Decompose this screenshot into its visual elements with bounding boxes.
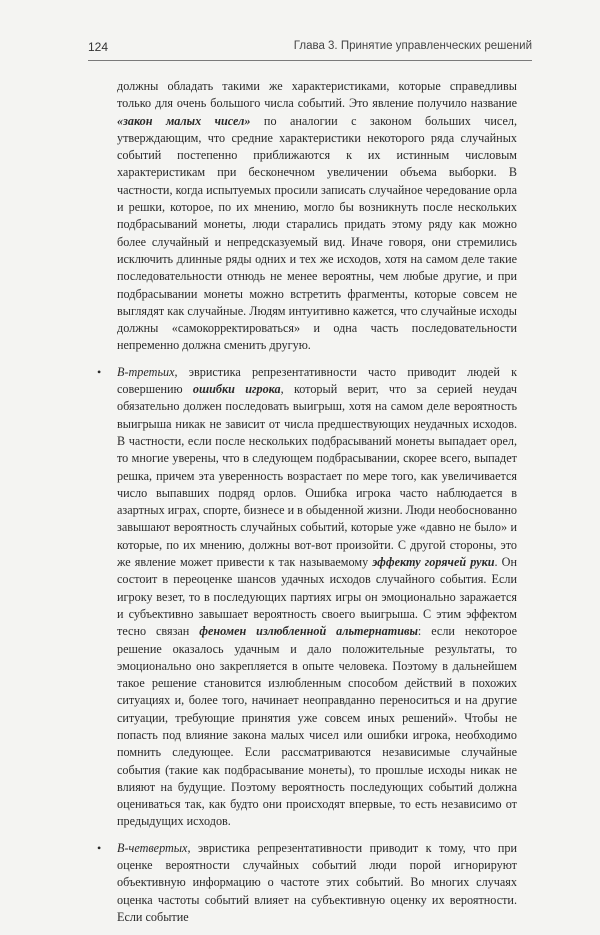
bullet-lead: В-четвертых, — [117, 840, 191, 855]
bullet-item-third: • В-третьих, эвристика репрезентативности часто приводит людей к совершению ошибки игрока, который верит, что за серией неудач обязательно должен последовать выигрыш, хотя на самом деле вероятность выигрыша никак не зависит от числа предшествующих неудачных исходов. В частности, если после нескольких подбрасываний монеты выпадает орел, то многие уверены, что в следующем подбрасывании, скорее всего, выпадет решка, причем эта уверенность возрастает по мере того, как увеличивается число выпавших подряд орлов. Ошибка игрока часто наблюдается в азартных играх, спорте, бизнесе и в обыденной жизни. Люди необоснованно завышают вероятность случайных событий, которые уже «давно не было» и которые, по их мнению, должны вот-вот произойти. С другой стороны, это же явление может привести к так называемому эффекту горячей руки. Он состоит в переоценке шансов удачных исходов случайного события. Если игроку везет, то в последующих партиях игры он эмоционально заражается и субъективно завышает вероятность своего выигрыша. С этим эффектом тесно связан феномен излюбленной альтернативы: если некоторое решение оказалось удачным и дало положительные результаты, то эмоционально оно закрепляется в опыте человека. Поэтому в дальнейшем такое решение становится излюбленным способом действий в похожих ситуациях и, более того, начинает неоправданно переноситься и на другие ситуации, требующие принятия уже совсем иных решений». Чтобы не попасть под влияние закона малых чисел или ошибки игрока, необходимо помнить следующее. Если рассматриваются независимые случайные события (такие как подбрасывание монеты), то прошлые исходы никак не влияют на будущие. Поэтому вероятность последующих событий должна оцениваться так, как будто они происходят впервые, то есть независимо от предыдущих исходов. — [97, 364, 518, 829]
bullet-icon: • — [97, 364, 102, 379]
term-favorite-alternative: феномен излюбленной альтернативы — [199, 624, 418, 639]
bullet-lead: В-третьих, — [117, 364, 178, 379]
bullet-item-fourth: • В-четвертых, эвристика репрезентативности приводит к тому, что при оценке вероятности случайных событий люди порой игнорируют объективную информацию о частоте этих событий. Во многих случаях оценка частоты событий влияет на субъективную оценку их вероятности. Если событие — [97, 840, 517, 924]
chapter-title: Глава 3. Принятие управленческих решений — [293, 40, 532, 52]
body-text — [97, 78, 518, 935]
term-hot-hand: эффекту горячей руки — [372, 555, 495, 570]
paragraph-continuation: должны обладать такими же характеристиками, которые справедливы только для очень большого числа событий. Это явление получило название «закон малых чисел» по аналогии с законом больших чисел, утверждающим, что средние характеристики некоторого ряда случайных событий постепенно приближаются к их истинным числовым характеристикам при бесконечном увеличении объема выборки. В частности, когда испытуемых просили записать случайное чередование орла и решки, которое, по их мнению, могло бы возникнуть после нескольких подбрасываний монеты, люди старались придать этому ряду как можно более случайный и непредсказуемый вид. Иначе говоря, они стремились исключить длинные ряды одних и тех же исходов, хотя на самом деле такие последовательности отнюдь не менее вероятны, чем любые другие, и при подбрасывании монеты можно встретить фрагменты, которые совсем не выглядят как случайные. Людям интуитивно кажется, что случайные исходы должны «самокорректироваться» и одна часть последовательности непременно должна сменить другую. — [117, 79, 517, 353]
term-law-of-small-numbers: «закон малых чисел» — [117, 113, 251, 128]
bullet-icon: • — [97, 840, 102, 855]
page-number: 124 — [88, 40, 109, 54]
page-header — [88, 40, 532, 61]
term-gamblers-fallacy: ошибки игрока — [192, 382, 281, 397]
